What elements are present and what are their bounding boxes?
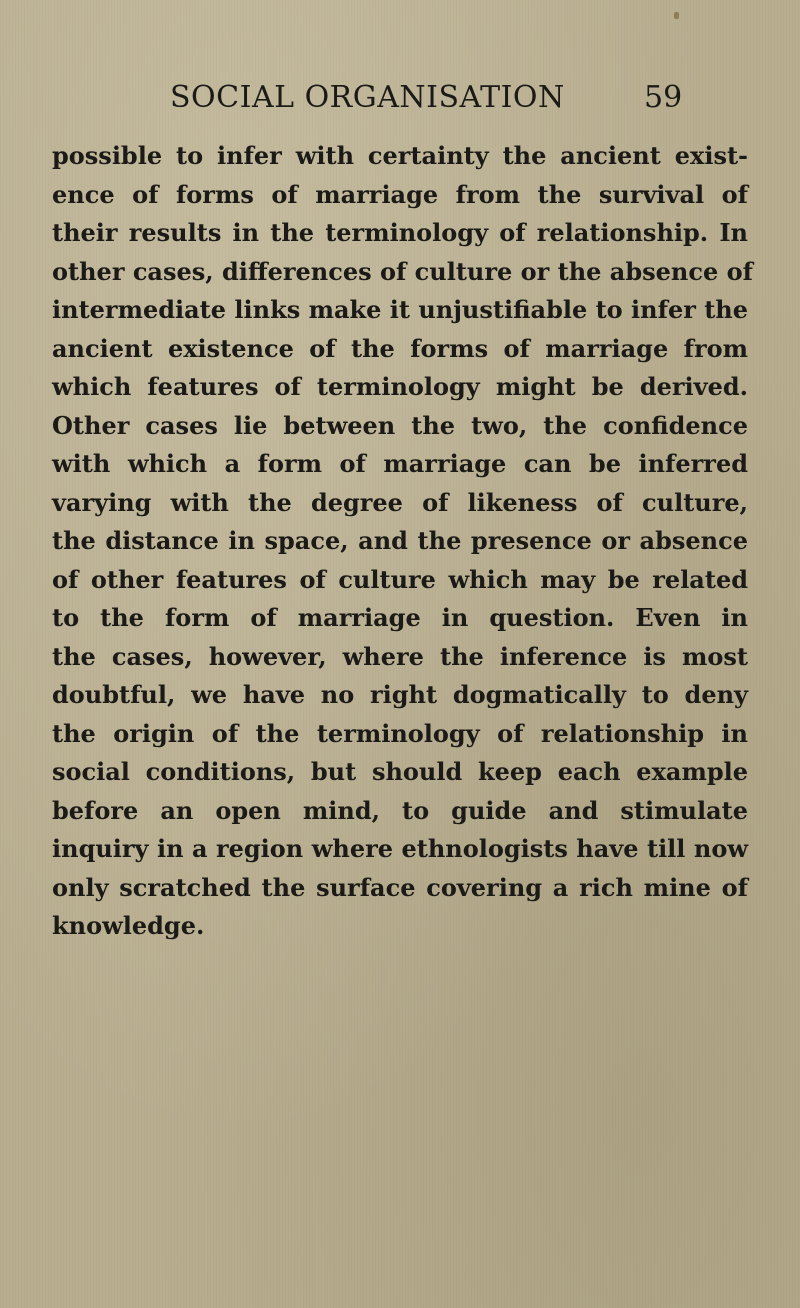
text-line: ence of forms of marriage from the survival of	[52, 179, 748, 209]
text-line: before an open mind, to guide and stimulate	[52, 795, 748, 825]
text-line: their results in the terminology of relationship. In	[52, 218, 748, 247]
text-line: social conditions, but should keep each example	[52, 757, 748, 786]
text-line: intermediate links make it unjustifiable to infer the	[52, 295, 749, 324]
page-number: 59	[644, 80, 683, 115]
text-line: of other features of culture which may be related	[52, 564, 748, 594]
text-line: with which a form of marriage can be inferred	[52, 449, 748, 478]
text-line: to the form of marriage in question. Even in	[52, 603, 748, 632]
text-line: varying with the degree of likeness of culture,	[52, 487, 748, 517]
text-line: possible to infer with certainty the ancient exist-	[52, 141, 748, 170]
text-line: only scratched the surface covering a rich mine of	[52, 872, 748, 902]
text-line: ancient existence of the forms of marriage from	[52, 333, 748, 363]
running-head	[0, 80, 800, 120]
text-line: inquiry in a region where ethnologists have till now	[52, 834, 748, 863]
text-line: doubtful, we have no right dogmatically to deny	[52, 680, 748, 709]
text-line: the cases, however, where the inference is most	[52, 641, 748, 671]
text-line: the origin of the terminology of relationship in	[52, 718, 748, 748]
body-paragraph	[52, 137, 753, 946]
paper-speck	[674, 12, 679, 19]
text-line: other cases, differences of culture or the absence of	[52, 256, 753, 286]
text-line: knowledge.	[52, 911, 205, 940]
text-line: the distance in space, and the presence or absence	[52, 526, 748, 555]
text-line: Other cases lie between the two, the confidence	[52, 410, 748, 440]
text-line: which features of terminology might be derived.	[52, 372, 748, 401]
running-title: SOCIAL ORGANISATION	[170, 80, 565, 115]
